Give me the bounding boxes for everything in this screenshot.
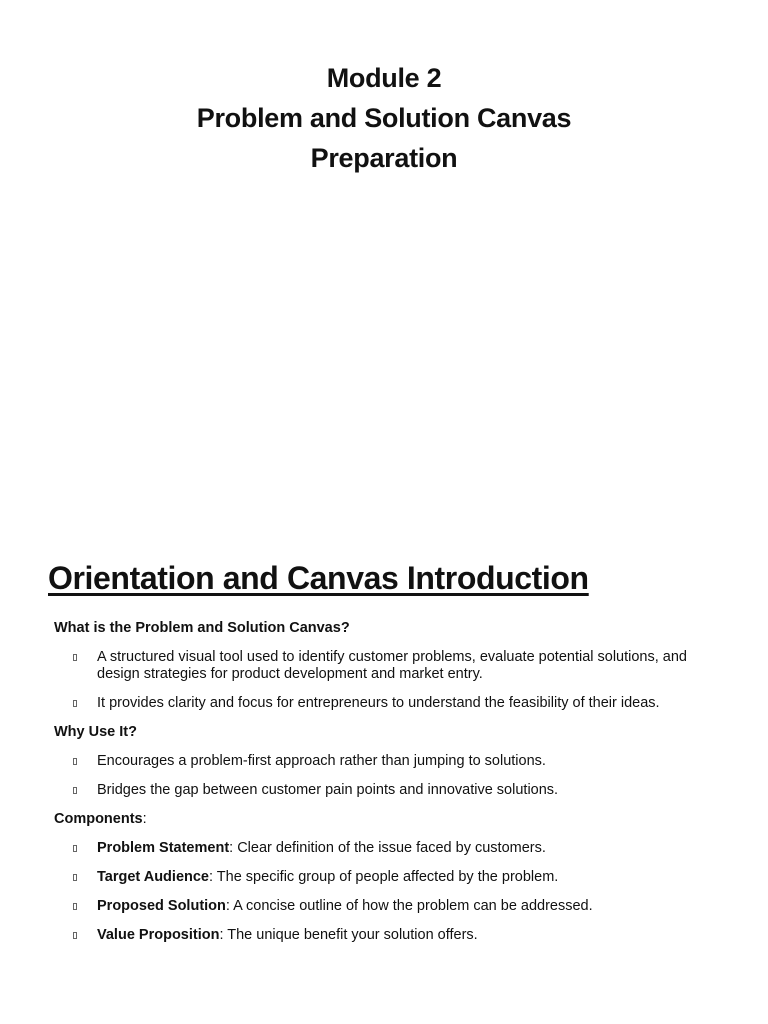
- components-colon: :: [142, 811, 147, 827]
- section-content: [54, 620, 724, 956]
- list-item-text: A structured visual tool used to identify customer problems, evaluate potential solutions, and design strategies for product development and market entry.: [97, 649, 687, 682]
- why-question: Why Use It?: [54, 724, 137, 740]
- list-item-text: It provides clarity and focus for entrepreneurs to understand the feasibility of their ideas.: [97, 695, 660, 711]
- component-term: Proposed Solution: [97, 898, 226, 914]
- list-item: [54, 869, 724, 886]
- title-line-module: Module 2: [326, 63, 442, 93]
- bullet-icon: [73, 700, 77, 707]
- list-item: [54, 927, 724, 944]
- bullet-icon: [73, 874, 77, 881]
- list-item-text: Bridges the gap between customer pain points and innovative solutions.: [97, 782, 559, 798]
- bullet-icon: [73, 758, 77, 765]
- list-item: [54, 695, 724, 712]
- component-term: Problem Statement: [97, 840, 230, 856]
- list-item: [54, 753, 724, 770]
- title-line-preparation: Preparation: [310, 143, 458, 173]
- title-line-canvas: Problem and Solution Canvas: [196, 103, 572, 133]
- section-heading: Orientation and Canvas Introduction: [48, 560, 589, 596]
- bullet-icon: [73, 654, 77, 661]
- component-text: : Clear definition of the issue faced by customers.: [229, 840, 546, 856]
- component-term: Value Proposition: [97, 927, 220, 943]
- list-item: [54, 782, 724, 799]
- module-title: [0, 58, 768, 178]
- list-item: [54, 840, 724, 857]
- list-item: [54, 649, 724, 683]
- component-text: : The specific group of people affected by the problem.: [209, 869, 559, 885]
- components-label: [54, 811, 724, 828]
- what-question: What is the Problem and Solution Canvas?: [54, 620, 350, 636]
- components-label-text: Components: [54, 811, 143, 827]
- why-list: [54, 753, 724, 799]
- list-item-text: Encourages a problem-first approach rather than jumping to solutions.: [97, 753, 546, 769]
- list-item: [54, 898, 724, 915]
- bullet-icon: [73, 903, 77, 910]
- component-text: : A concise outline of how the problem can be addressed.: [225, 898, 593, 914]
- what-list: [54, 649, 724, 712]
- bullet-icon: [73, 845, 77, 852]
- bullet-icon: [73, 787, 77, 794]
- components-list: [54, 840, 724, 944]
- bullet-icon: [73, 932, 77, 939]
- component-term: Target Audience: [97, 869, 209, 885]
- component-text: : The unique benefit your solution offers.: [219, 927, 478, 943]
